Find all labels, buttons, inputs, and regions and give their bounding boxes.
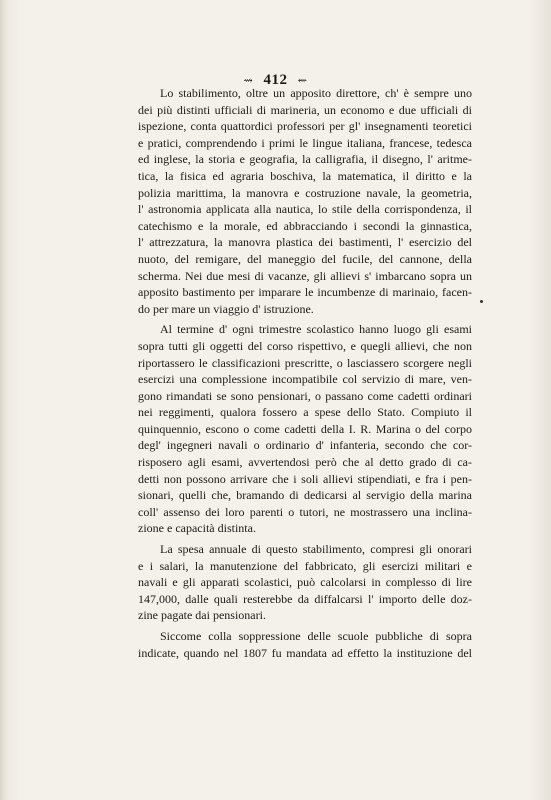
text-line: coll' assenso dei loro parenti o tutori, ne mostrassero una inclina- <box>138 504 472 519</box>
ornament-left-icon: ⇝ <box>243 75 254 87</box>
text-line: nuoto, del remigare, del maneggio del fucile, del cannone, della <box>138 251 472 266</box>
text-line: l' attrezzatura, la manovra plastica dei bastimenti, l' esercizio del <box>138 235 472 250</box>
text-line: detti non possono arrivare che i soli allievi stipendiati, e fra i pen- <box>138 471 472 486</box>
text-line: degl' ingegneri navali o ordinario d' infanteria, secondo che cor- <box>138 438 472 453</box>
text-line: ispezione, conta quattordici professori per gl' insegnamenti teoretici <box>138 119 472 134</box>
paragraph <box>138 628 472 661</box>
text-line: sopra tutti gli oggetti del corso rispettivo, e quegli allievi, che non <box>138 338 472 353</box>
page-number: 412 <box>263 72 288 88</box>
body-text <box>138 85 472 661</box>
text-line: polizia marittima, la manovra e costruzione navale, la geometria, <box>138 185 472 200</box>
text-line: do per mare un viaggio d' istruzione. <box>138 301 314 316</box>
text-line: catechismo e la morale, ed abbracciando i secondi la ginnastica, <box>138 218 472 233</box>
text-line: tica, la fisica ed agraria boschiva, la matematica, il diritto e la <box>138 168 472 183</box>
paragraph <box>138 541 472 624</box>
text-line: scherma. Nei due mesi di vacanze, gli allievi s' imbarcano sopra un <box>138 268 472 283</box>
text-line: ed inglese, la storia e geografia, la calligrafia, il disegno, l' aritme- <box>138 152 472 167</box>
text-line: e pratici, comprendendo i primi le lingue italiana, francese, tedesca <box>138 135 472 150</box>
text-line: navali e gli apparati scolastici, può calcolarsi in complesso di lire <box>138 575 472 590</box>
text-line: Siccome colla soppressione delle scuole pubbliche di sopra <box>160 629 472 643</box>
text-line: esercizi una complessione incompatibile col servizio di mare, ven- <box>138 372 472 387</box>
text-line: 147,000, dalle quali resterebbe da diffalcarsi l' importo delle doz- <box>138 591 472 606</box>
ornament-right-icon: ⇜ <box>297 75 308 87</box>
text-line: La spesa annuale di questo stabilimento, compresi gli onorari <box>160 542 472 557</box>
text-line: gono rimandati se sono pensionari, o passano come cadetti ordinari <box>138 388 472 403</box>
text-line: zione e capacità distinta. <box>138 521 256 536</box>
text-line: quinquennio, escono o come cadetti della I. R. Marina o del corpo <box>138 421 472 436</box>
text-line: risposero agli esami, avvertendosi però che al detto grado di ca- <box>138 455 472 470</box>
text-line: indicate, quando nel 1807 fu mandata ad effetto la instituzione del <box>138 645 472 660</box>
text-line: dei più distinti ufficiali di marineria, un economo e due ufficiali di <box>138 102 472 117</box>
paragraph <box>138 321 472 537</box>
text-line: e i salari, la manutenzione del fabbricato, gli esercizi militari e <box>138 558 472 573</box>
text-line: Al termine d' ogni trimestre scolastico hanno luogo gli esami <box>160 322 472 337</box>
text-line: riportassero le classificazioni prescritte, o lasciassero scorgere negli <box>138 355 472 370</box>
text-line: Lo stabilimento, oltre un apposito direttore, ch' è sempre uno <box>160 86 472 100</box>
text-line: zine pagate dai pensionari. <box>138 608 266 623</box>
text-line: l' astronomia applicata alla nautica, lo stile della corrispondenza, il <box>138 202 472 217</box>
text-line: nei reggimenti, qualora fossero a spese dello Stato. Compiuto il <box>138 405 472 420</box>
paragraph <box>138 85 472 317</box>
ink-speck <box>480 300 483 303</box>
text-line: sionari, quelli che, bramando di dedicarsi al servigio della marina <box>138 488 472 503</box>
text-line: apposito bastimento per imparare le incumbenze di marinaio, facen- <box>138 285 472 300</box>
